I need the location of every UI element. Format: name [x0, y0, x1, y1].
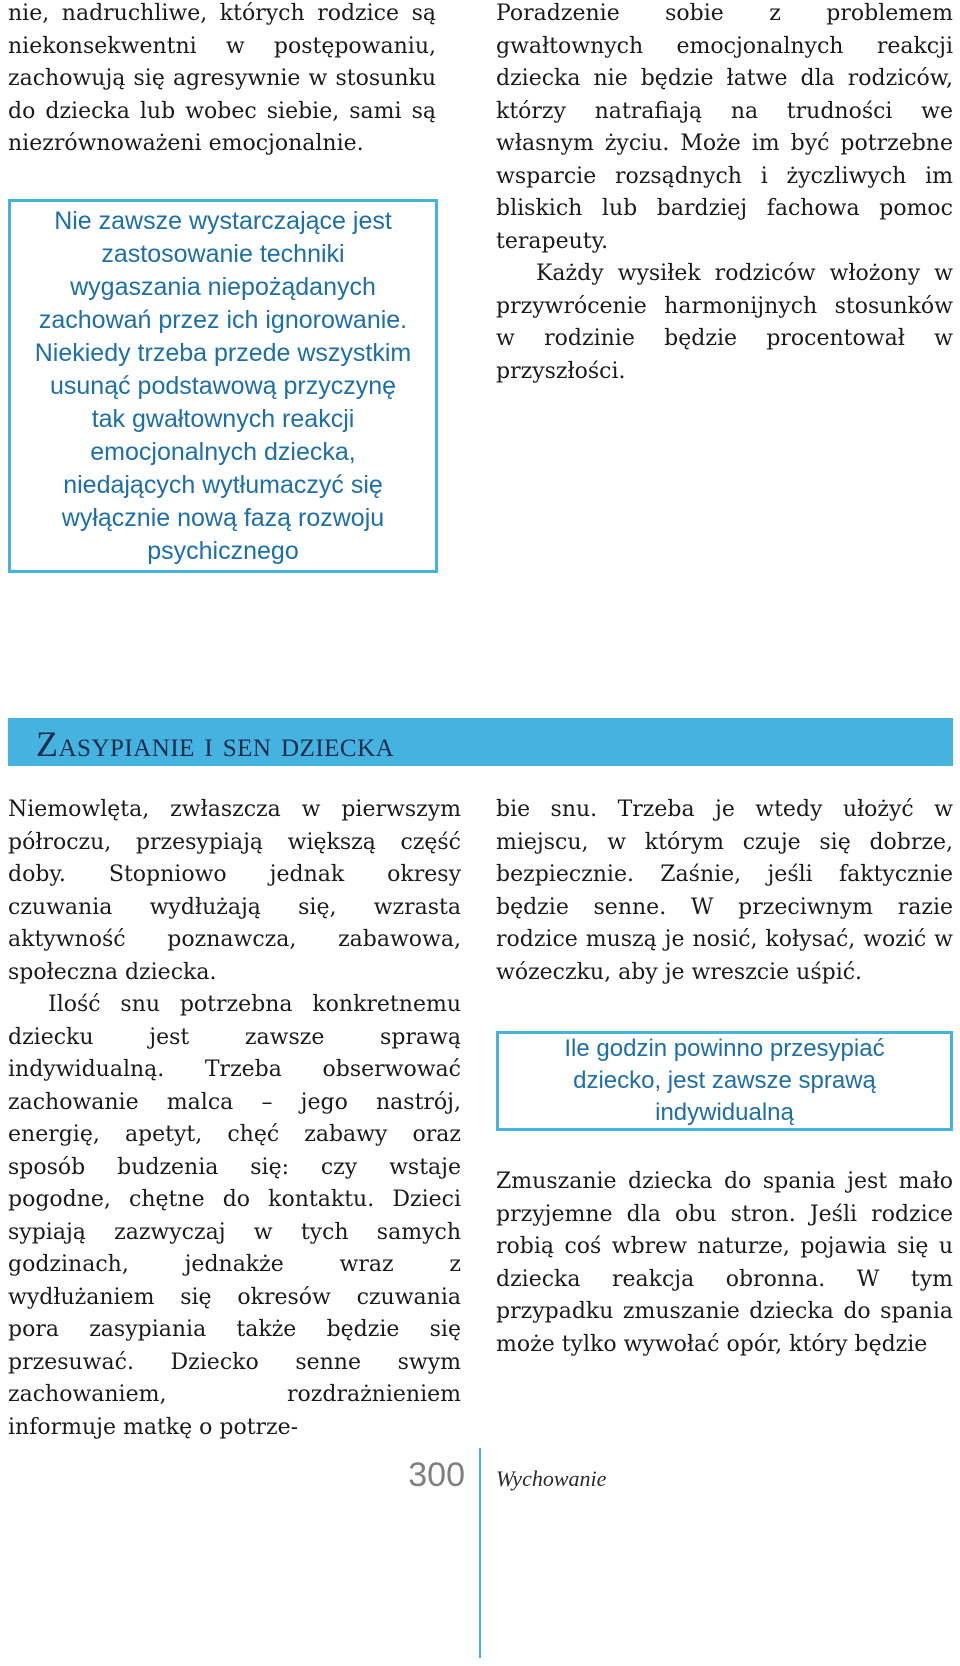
body-paragraph: bie snu. Trzeba je wtedy ułożyć w miejscu, w którym czuje się dobrze, bezpiecznie. Zaśnie, jeśli faktycznie będzie senne. W przeciwnym razie rodzice muszą je nosić, kołysać, wozić w wózeczku, aby je wreszcie uśpić. [496, 797, 953, 985]
callout-text: Nie zawsze wystarczające jest zastosowanie techniki wygaszania niepożądanych zachowań przez ich ignorowanie. Niekiedy trzeba przede wszystkim usunąć podstawową przyczynę tak gwałtownych reakcji emocjonalnych dziecka, niedających wytłumaczyć się wyłącznie nową fazą rozwoju psychicznego [34, 206, 412, 565]
bottom-left-column [8, 794, 461, 1444]
callout-box [8, 199, 438, 573]
top-right-column [496, 0, 953, 388]
callout-box [496, 1031, 953, 1131]
bottom-right-column-continued [496, 1166, 953, 1361]
page-number: 300 [408, 1456, 465, 1494]
body-paragraph: Ilość snu potrzebna konkretnemu dziecku jest zawsze sprawą indywidualną. Trzeba obserwować zachowanie malca – jego nastrój, energię, apetyt, chęć zabawy oraz sposób budzenia się: czy wstaje pogodne, chętne do kontaktu. Dzieci sypiają zazwyczaj w tych samych godzinach, jednakże wraz z wydłużaniem się okresów czuwania pora zasypiania także będzie się przesuwać. Dziecko senne swym zachowaniem, rozdrażnieniem informuje matkę o potrze- [8, 992, 461, 1440]
footer-section-label: Wychowanie [496, 1466, 607, 1491]
body-paragraph: nie, nadruchliwe, których rodzice są niekonsekwentni w postępowaniu, zachowują się agresywnie w stosunku do dziecka lub wobec siebie, sami są niezrównoważeni emocjonalnie. [8, 1, 436, 156]
body-paragraph: Poradzenie sobie z problemem gwałtownych emocjonalnych reakcji dziecka nie będzie łatwe dla rodziców, którzy natrafiają na trudności we własnym życiu. Może im być potrzebne wsparcie rozsądnych i życzliwych im bliskich lub bardziej fachowa pomoc terapeuty. [496, 1, 953, 254]
section-banner [8, 718, 953, 766]
body-paragraph: Zmuszanie dziecka do spania jest mało przyjemne dla obu stron. Jeśli rodzice robią coś wbrew naturze, pojawia się u dziecka reakcja obronna. W tym przypadku zmuszanie dziecka do spania może tylko wywołać opór, który będzie [496, 1169, 953, 1357]
body-paragraph: Niemowlęta, zwłaszcza w pierwszym półroczu, przesypiają większą część doby. Stopniowo jednak okresy czuwania wydłużają się, wzrasta aktywność poznawcza, zabawowa, społeczna dziecka. [8, 797, 461, 985]
body-paragraph: Każdy wysiłek rodziców włożony w przywrócenie harmonijnych stosunków w rodzinie będzie procentował w przyszłości. [496, 261, 953, 384]
top-left-column [8, 0, 436, 161]
callout-text: Ile godzin powinno przesypiać dziecko, jest zawsze sprawą indywidualną [564, 1035, 885, 1126]
footer-divider [479, 1448, 481, 1658]
section-title: Zasypianie i sen dziecka [36, 724, 395, 764]
bottom-right-column [496, 794, 953, 989]
